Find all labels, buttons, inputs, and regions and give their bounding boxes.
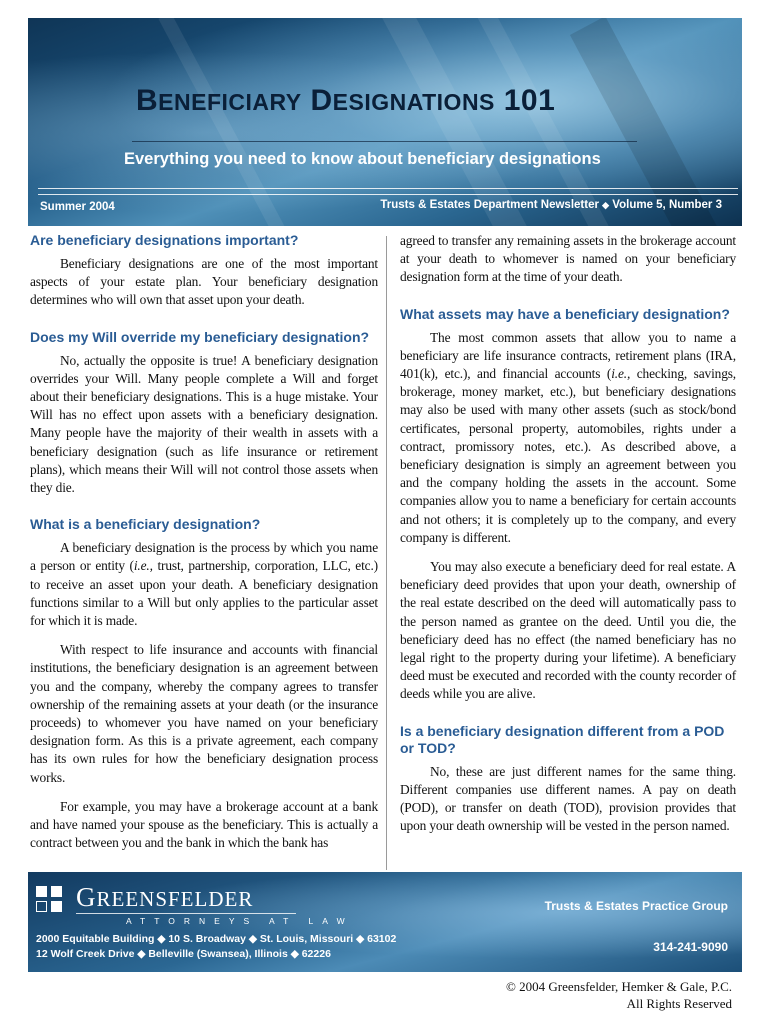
right-column <box>400 232 736 840</box>
paragraph: A beneficiary designation is the process by which you name a person or entity (i.e., trust, partnership, corporation, LLC, etc.) to receive an asset upon your death. A beneficiary designation functions similar to a Will but only applies to the particular asset for which it is made. <box>30 540 378 629</box>
column-divider <box>386 236 387 870</box>
paragraph: No, these are just different names for the same thing. Different companies use different names. A pay on death (POD), or transfer on death (TOD), provision provides that upon your death ownership will be vested in the person named. <box>400 763 736 834</box>
section-heading: Does my Will override my beneficiary designation? <box>30 328 370 345</box>
firm-tagline: ATTORNEYS AT LAW <box>126 916 354 926</box>
page-subtitle: Everything you need to know about beneficiary designations <box>124 150 601 168</box>
paragraph: Beneficiary designations are one of the most important aspects of your estate plan. Your beneficiary designation determines who will own that asset upon your death. <box>30 256 378 308</box>
paragraph: With respect to life insurance and accounts with financial institutions, the beneficiary designation is an agreement between you and the company, whereby the company agrees to transfer ownership of the remaining assets at your death (or the insurance proceeds) to whomever you have named on your beneficiary designation form. As this is a private agreement, each company has its own rules for how the beneficiary designation process works. <box>30 642 378 785</box>
paragraph: agreed to transfer any remaining assets in the brokerage account at your death to whomever is named on your beneficiary designation form at the time of your death. <box>400 233 736 285</box>
firm-rule <box>76 913 296 914</box>
issue-rule <box>38 194 738 195</box>
footer-banner <box>28 872 742 972</box>
section-heading: What is a beneficiary designation? <box>30 516 261 533</box>
page-title: BENEFICIARY DESIGNATIONS 101 <box>136 84 556 117</box>
practice-group: Trusts & Estates Practice Group <box>544 899 728 913</box>
title-rule <box>132 141 637 142</box>
diamond-icon: ◆ <box>602 200 610 210</box>
address-line: 12 Wolf Creek Drive ◆ Belleville (Swansea), Illinois ◆ 62226 <box>36 948 331 960</box>
paragraph: For example, you may have a brokerage account at a bank and have named your spouse as the beneficiary. This is actually a contract between you and the bank in which the bank has <box>30 798 378 851</box>
issue-info: Trusts & Estates Department Newsletter ◆ Volume 5, Number 3 <box>380 199 722 211</box>
paragraph: You may also execute a beneficiary deed for real estate. A beneficiary deed provides that upon your death, ownership of the real estate described on the deed will automatically pass to the person named as grantee on the deed. Until you die, the beneficiary deed has no effect (the named beneficiary has no legal right to the property during your lifetime). A beneficiary deed must be executed and recorded with the county recorder of deeds while you are alive. <box>400 559 736 702</box>
firm-logo-icon <box>36 886 66 916</box>
section-heading: Are beneficiary designations important? <box>30 232 299 248</box>
paragraph: The most common assets that allow you to name a beneficiary are life insurance contracts, retirement plans (IRA, 401(k), etc.), and financial accounts (i.e., checking, savings, brokerage, money market, etc.), but beneficiary designations may also be used with many other assets (such as stock/bond certificates, personal property, automobiles, rights under a contract, promissory notes, etc.). As described above, a beneficiary designation is simply an agreement between you and the company holding the assets in the account. Some companies allow you to name a beneficiary for certain accounts and not others; it is completely up to the company, and every company is different. <box>400 329 736 545</box>
copyright: © 2004 Greensfelder, Hemker & Gale, P.C. All Rights Reserved <box>506 979 732 1011</box>
header-banner <box>28 18 742 226</box>
paragraph: No, actually the opposite is true! A beneficiary designation overrides your Will. Many people complete a Will and forget about their beneficiary designations. This is a huge mistake. Your Will has no effect upon assets with a beneficiary designation. Many people have the majority of their wealth in assets with a beneficiary designation (such as life insurance or retirement plans), which means their Will will not control those assets when they die. <box>30 352 378 496</box>
section-heading: Is a beneficiary designation different from a POD or TOD? <box>400 722 725 756</box>
issue-season: Summer 2004 <box>40 201 115 213</box>
phone-number: 314-241-9090 <box>653 940 728 954</box>
section-heading: What assets may have a beneficiary designation? <box>400 305 730 322</box>
issue-rule <box>38 188 738 189</box>
address-line: 2000 Equitable Building ◆ 10 S. Broadway ◆ St. Louis, Missouri ◆ 63102 <box>36 933 397 945</box>
left-column <box>30 232 378 857</box>
firm-name: GREENSFELDER <box>76 882 254 912</box>
